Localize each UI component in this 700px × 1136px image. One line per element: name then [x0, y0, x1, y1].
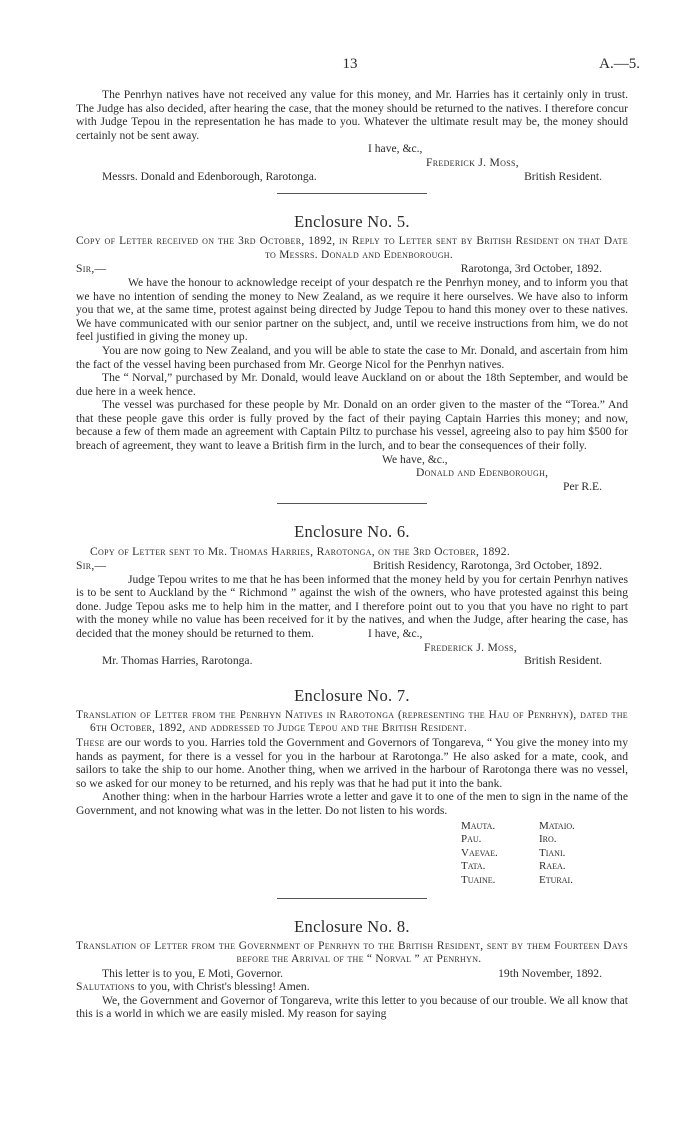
enclosure-7-heading: Translation of Letter from the Penrhyn Natives in Rarotonga (representing the Hau of Penrhyn), dated the 6th October, 1892, and addressed to Judge Tepou and the British Resident.	[76, 708, 628, 735]
signatory-name: Eturai.	[539, 873, 573, 886]
enclosure-8-opening: This letter is to you, E Moti, Governor.	[102, 966, 283, 980]
enclosure-5-closing: We have, &c.,	[382, 452, 448, 466]
enclosure-8-opening-row	[76, 967, 628, 981]
enclosure-8-paragraph-1: We, the Government and Governor of Tongareva, write this letter to you because of our trouble. We all know that this is a world in which we are easily misled. My reason for saying	[76, 993, 628, 1021]
signatory-name: Pau.	[461, 833, 482, 846]
signatory-name: Tuaine.	[461, 873, 496, 886]
enclosure-8-salutation-lead: Salutations	[76, 980, 135, 994]
enclosure-6-place-date: British Residency, Rarotonga, 3rd October, 1892.	[372, 559, 602, 573]
enclosure-5-heading: Copy of Letter received on the 3rd October, 1892, in Reply to Letter sent by British Resident on that Date to Messrs. Donald and Edenborough.	[76, 235, 628, 261]
enclosure-6-closing: I have, &c.,	[368, 627, 423, 640]
enclosure-7-lead-word: These	[76, 735, 105, 749]
signatory-name: Vaevae.	[461, 846, 498, 859]
enclosure-7-paragraph-1	[76, 736, 628, 790]
signatory-name: Raea.	[539, 860, 566, 873]
enclosure-6-salutation: Sir,—	[76, 559, 107, 573]
page-number: 13	[342, 56, 358, 72]
enclosure-8-salutation-text: to you, with Christ's blessing! Amen.	[134, 980, 310, 994]
enclosure-6-signatory: Frederick J. Moss,	[424, 640, 517, 654]
intro-signature-row	[76, 170, 628, 184]
intro-paragraph: The Penrhyn natives have not received any value for this money, and Mr. Harries has it certainly only in trust. The Judge has also decided, after hearing the case, that the money should be returned to the natives. I therefore concur with Judge Tepou in the representation he has made to you. Whatever the ultimate result may be, the money should certainly not be sent away.	[76, 88, 628, 142]
enclosure-8-title: Enclosure No. 8.	[294, 916, 410, 936]
section-divider	[277, 193, 427, 194]
intro-title: British Resident.	[524, 169, 602, 183]
enclosure-5-title: Enclosure No. 5.	[294, 212, 410, 232]
intro-closing: I have, &c.,	[368, 142, 423, 156]
section-divider	[277, 898, 427, 899]
enclosure-7-paragraph-1-text: are our words to you. Harries told the Government and Governors of Tongareva, “ You give the money into my hands as payment, for there is a vessel for you in the harbour at Rarotonga.” He also asked for a mate, cook, and sailors to take the ship to our home. Another thing, when we arrived in the harbour of Rarotonga there was no vessel, so we asked for our money to be returned, and his reply was that he had put it into the bank.	[76, 735, 628, 790]
enclosure-5-salutation-row	[76, 262, 628, 276]
enclosure-8-date: 19th November, 1892.	[498, 966, 602, 980]
signatory-names	[461, 820, 628, 888]
intro-signatory: Frederick J. Moss,	[426, 155, 519, 169]
section-divider	[277, 503, 427, 504]
enclosure-5-paragraph-4: The vessel was purchased for these people by Mr. Donald on an order given to the master of the “Torea.” And that these people gave this order is fully proved by the fact of their paying Captain Harries this money; and now, because a few of them made an agreement with Captain Piltz to purchase his vessel, agreeing also to pay him $500 for breach of agreement, they want to leave a British firm in the lurch, and to bear the consequences of their folly.	[76, 398, 628, 453]
enclosure-8-salutation	[76, 980, 628, 994]
enclosure-5-paragraph-1: We have the honour to acknowledge receipt of your despatch re the Penrhyn money, and to inform you that we have no intention of sending the money to New Zealand, as we require it here ourselves. We have also to inform you that we, at the same time, protest against being directed by Judge Tepou to hand this money over to these natives. We have communicated with our senior partner on the subject, and, until we receive instructions from him, we do not feel justified in giving the money up.	[76, 275, 628, 344]
signatory-name: Tata.	[461, 860, 486, 873]
page-header	[0, 58, 700, 78]
signatory-name: Tiani.	[539, 846, 566, 859]
enclosure-7-title: Enclosure No. 7.	[294, 685, 410, 705]
enclosure-6-signature-row	[76, 654, 628, 668]
enclosure-8-heading: Translation of Letter from the Government of Penrhyn to the British Resident, sent by them Fourteen Days before the Arrival of the “ Norval ” at Penrhyn.	[76, 939, 628, 966]
enclosure-6-title-sig: British Resident.	[524, 654, 602, 668]
signatory-name: Mataio.	[539, 819, 575, 832]
intro-addressee: Messrs. Donald and Edenborough, Rarotonga.	[102, 169, 317, 183]
enclosure-5-paragraph-3: The “ Norval,” purchased by Mr. Donald, would leave Auckland on or about the 18th September, and would be due here in a week hence.	[76, 371, 628, 398]
signatory-name: Iro.	[539, 833, 557, 846]
enclosure-5-signatory: Donald and Edenborough,	[416, 466, 549, 480]
enclosure-5-paragraph-2: You are now going to New Zealand, and you will be able to state the case to Mr. Donald, and ascertain from him the fact of the vessel having been purchased from Mr. George Nicol for the Penrhyn natives.	[76, 343, 628, 371]
document-reference: A.—5.	[599, 56, 640, 72]
enclosure-6-addressee: Mr. Thomas Harries, Rarotonga.	[102, 654, 253, 668]
signatory-name: Mauta.	[461, 819, 496, 832]
enclosure-5-place-date: Rarotonga, 3rd October, 1892.	[460, 262, 602, 276]
enclosure-6-title: Enclosure No. 6.	[294, 522, 410, 542]
enclosure-6-paragraph-1: Judge Tepou writes to me that he has been informed that the money held by you for certain Penrhyn natives is to be sent to Auckland by the “ Richmond ” against the wish of the owners, who have protested against this being done. Judge Tepou asks me to help him in the matter, and I therefore point out to you that you have no right to part with the money while no value has been received for it by the natives, and when the Judge, after hearing the case, has decided that the money should be returned to them.	[76, 572, 628, 640]
page-content	[76, 88, 628, 1021]
enclosure-5-per: Per R.E.	[563, 479, 602, 493]
enclosure-6-salutation-row	[76, 559, 628, 573]
enclosure-5-salutation: Sir,—	[76, 262, 107, 276]
enclosure-7-paragraph-2: Another thing: when in the harbour Harries wrote a letter and gave it to one of the men to sign in the name of the Government, and not knowing what was in the letter. Do not listen to his words.	[76, 790, 628, 817]
enclosure-6-heading: Copy of Letter sent to Mr. Thomas Harries, Rarotonga, on the 3rd October, 1892.	[90, 545, 511, 559]
